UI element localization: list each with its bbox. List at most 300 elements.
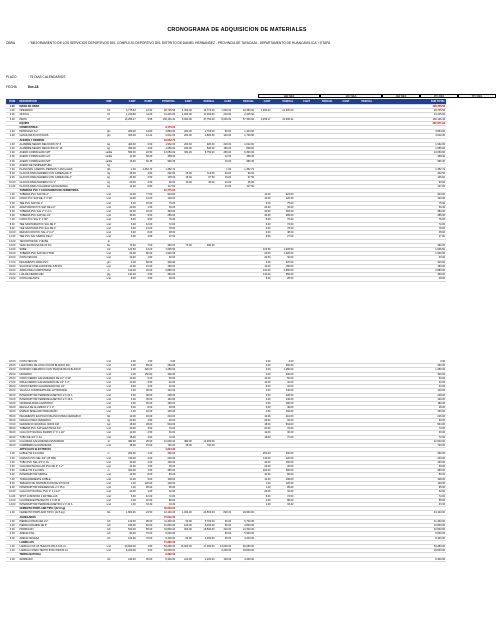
table-cell: 120.00 (216, 557, 233, 561)
table-cell: 16.00 (6, 256, 18, 260)
table-cell: 2,760.00 (193, 130, 216, 134)
column-header: ITEM (6, 99, 18, 105)
table-cell: 90.00 (272, 418, 295, 422)
table-cell: 10.00 (116, 376, 137, 380)
table-cell: 1,352.72 (137, 168, 154, 172)
table-cell: 18.00 (6, 264, 18, 268)
page-break-gap (0, 322, 474, 359)
table-cell: 11.00 (6, 494, 18, 498)
table-cell: 4,612.00 (373, 134, 446, 138)
table-cell: 3.00 (6, 117, 18, 121)
table-cell: 1,920.00 (373, 252, 446, 256)
table-cell: 30.00 (153, 431, 176, 435)
table-cell: 35.00 (137, 557, 154, 561)
table-cell: 490.00 (193, 243, 216, 247)
table-cell: und (101, 277, 116, 281)
table-cell: 8,476.00 (153, 126, 176, 130)
table-cell: 2.00 (137, 456, 154, 460)
table-cell: 13,415.60 (373, 113, 446, 117)
table-cell: 2,882.50 (193, 134, 216, 138)
table-cell (334, 277, 351, 281)
table-cell: 18.00 (116, 423, 137, 427)
table-cell: 18,600.00 (232, 549, 255, 553)
table-cell (216, 277, 233, 281)
table-cell: 41.00 (6, 439, 18, 443)
table-cell: 28.00 (373, 277, 446, 281)
table-cell: 3.50 (137, 381, 154, 385)
table-cell: und (101, 231, 116, 235)
table-cell: und (101, 435, 116, 439)
table-cell: 3,864.00 (153, 130, 176, 134)
table-cell: UNION FIERRO GALVANIZADO DE 1/2" (18, 385, 101, 389)
table-cell: m2 (101, 247, 116, 251)
table-cell: 8,400.00 (153, 557, 176, 561)
table-cell: 45.00 (137, 402, 154, 406)
table-cell: 1.80 (137, 544, 154, 548)
table-cell: 260.00 (373, 364, 446, 368)
table-cell: 78.00 (272, 226, 295, 230)
table-cell: 13,050.00 (153, 151, 176, 155)
table-cell: 2.50 (137, 273, 154, 277)
table-cell: 480.00 (373, 469, 446, 473)
table-cell: 42.00 (153, 381, 176, 385)
table-cell: 1,352.72 (232, 168, 255, 172)
table-cell: 10.00 (6, 490, 18, 494)
table-cell: 5,600.00 (153, 532, 176, 536)
table-cell: 70.00 (176, 243, 193, 247)
table-cell: 95.00 (272, 486, 295, 490)
table-cell: 30.00 (255, 214, 272, 218)
table-cell: 8.00 (6, 222, 18, 226)
table-cell: 6,000.00 (193, 523, 216, 527)
table-cell: 140.00 (272, 397, 295, 401)
table-cell: und (101, 473, 116, 477)
table-cell: 26.00 (6, 376, 18, 380)
table-cell: 15,000.00 (176, 544, 193, 548)
table-cell: 300.00 (373, 372, 446, 376)
table-cell: 180.00 (153, 264, 176, 268)
table-cell: 90.00 (373, 418, 446, 422)
table-cell: 4.00 (6, 532, 18, 536)
table-cell: 1,605.50 (373, 247, 446, 251)
table-cell: 6,000.00 (216, 117, 233, 121)
table-cell: und (101, 385, 116, 389)
table-cell: 30.00 (116, 176, 137, 180)
table-cell: 1.00 (6, 142, 18, 146)
table-cell: 80.00 (137, 252, 154, 256)
table-cell: und (101, 481, 116, 485)
table-cell: m (101, 452, 116, 456)
month-header-3: 3ER MES (382, 94, 420, 98)
table-cell: 180.00 (272, 264, 295, 268)
table-cell: LIJA DE FIERRO #80 (18, 273, 101, 277)
table-cell: 4.00 (116, 364, 137, 368)
table-cell: ESPEJO BISELADO PARA BAÑO (18, 410, 101, 414)
table-cell: 33.32 (153, 502, 176, 506)
table-cell: 280.00 (116, 130, 137, 134)
table-cell: 160.00 (373, 410, 446, 414)
table-cell: 9.00 (137, 477, 154, 481)
table-cell: hh (101, 113, 116, 117)
table-cell: 50.00 (272, 376, 295, 380)
table-row (6, 557, 446, 561)
table-cell: CLAVOS PARA MADERA CON CABEZA DE 2" (18, 176, 101, 180)
table-cell: 6.00 (255, 393, 272, 397)
table-cell: 95.00 (153, 486, 176, 490)
table-cell: GRIFERIA PARA LAVATORIO (18, 402, 101, 406)
table-cell: 280.00 (216, 151, 233, 155)
table-cell: INTERRUPTOR TERMOMAGNETICO 2 X 32 A (18, 502, 101, 506)
table-cell: 4.60 (137, 142, 154, 146)
table-cell: 2.00 (116, 360, 137, 364)
table-cell: 5,000.00 (176, 117, 193, 121)
table-cell: 4.60 (137, 147, 154, 151)
table-cell: 24.00 (255, 210, 272, 214)
table-cell: 80.00 (272, 473, 295, 477)
table-cell: TUBO DE 3/4" X 3m (18, 435, 101, 439)
table-cell: 180.00 (373, 264, 446, 268)
table-cell: 1.50 (137, 256, 154, 260)
table-cell: CLAVOS PARA MADERA C/C 4" (18, 180, 101, 184)
table-cell: und (101, 389, 116, 393)
table-cell: PETROLEO D-2 (18, 130, 101, 134)
table-cell: 95.00 (137, 486, 154, 490)
table-cell: 27.00 (272, 235, 295, 239)
table-cell: 80.00 (373, 473, 446, 477)
table-cell: 6,200.00 (116, 549, 137, 553)
column-header: CANT (255, 99, 272, 105)
table-cell: 16.00 (216, 159, 233, 163)
table-cell: 1.50 (137, 205, 154, 209)
table-cell: 4,200.00 (193, 536, 216, 540)
table-cell: 30.00 (116, 214, 137, 218)
table-cell: 60.00 (137, 523, 154, 527)
table-cell: CAJA OCTOGONAL FIERRO 4" X 1 1/2" (18, 431, 101, 435)
table-cell: 70.00 (272, 427, 295, 431)
table-cell: 520.00 (116, 528, 137, 532)
table-cell: 24.50 (137, 511, 154, 515)
table-cell: 12.00 (137, 197, 154, 201)
table-cell: 1,656.00 (153, 147, 176, 151)
table-cell: LAVATORIO DE LOSA COLOR BLANCO INC. (18, 364, 101, 368)
table-cell: 90.00 (153, 180, 176, 184)
table-cell: 4.00 (116, 402, 137, 406)
table-cell: 20.00 (116, 490, 137, 494)
table-cell: 29,600.00 (116, 544, 137, 548)
table-cell: 4.50 (137, 235, 154, 239)
table-row (6, 277, 446, 281)
table-cell: 67.50 (193, 176, 216, 180)
table-cell: 6,300.00 (232, 151, 255, 155)
table-cell: 458.40 (373, 155, 446, 159)
table-cell: 120.00 (373, 481, 446, 485)
table-cell: 800.00 (216, 511, 233, 515)
table-cell: 77.00 (137, 193, 154, 197)
table-cell: NIPLE FIERRO GALVANIZADO DE 1/2" X 2" (18, 381, 101, 385)
table-cell: 95.00 (137, 519, 154, 523)
table-cell: 120.00 (272, 481, 295, 485)
table-cell: 67.50 (232, 176, 255, 180)
table-cell: 140.00 (373, 389, 446, 393)
table-cell: 1,219.60 (116, 113, 137, 117)
table-cell: 15.00 (176, 176, 193, 180)
table-cell (294, 557, 311, 561)
table-cell: 40.00 (255, 460, 272, 464)
table-cell: 120.00 (176, 557, 193, 561)
table-cell: 228.00 (272, 393, 295, 397)
table-cell: 490.00 (373, 243, 446, 247)
table-cell: 1.00 (116, 481, 137, 485)
table-cell: und (101, 494, 116, 498)
table-cell: CODO PVC SAP DE 4" X 90° (18, 197, 101, 201)
table-cell: 490.00 (153, 243, 176, 247)
table-cell: plg (101, 273, 116, 277)
table-cell: 12.00 (255, 193, 272, 197)
table-cell: 19,600.00 (232, 511, 255, 515)
table-cell: 34.00 (6, 410, 18, 414)
table-cell: ALAMBRE NEGRO RECOCIDO N° 16 (18, 147, 101, 151)
table-cell: 120.00 (116, 519, 137, 523)
table-cell: PIEDRA GRANDE DE 8" (18, 523, 101, 527)
table-cell: 14,256.17 (116, 117, 137, 121)
table-cell: CERAMICO NACIONAL 30X30 CM (18, 423, 101, 427)
table-cell: PEGAMENTO PARA PVC (18, 260, 101, 264)
table-cell: 28.00 (6, 385, 18, 389)
table-cell: 216.00 (373, 414, 446, 418)
table-cell: 18.00 (116, 435, 137, 439)
table-cell: 6.00 (116, 226, 137, 230)
table-cell: 27,000.00 (193, 544, 216, 548)
table-cell: 33,800.00 (373, 528, 446, 532)
table-cell: 219.60 (216, 113, 233, 117)
table-cell: CAJA OCTOGONAL PVC 4" X 2 1/2" (18, 490, 101, 494)
table-cell: 4.50 (137, 180, 154, 184)
table-cell: 136,146.42 (373, 117, 446, 121)
table-cell: 36.00 (6, 418, 18, 422)
table-cell: kg (101, 172, 116, 176)
table-cell: 5.00 (6, 159, 18, 163)
table-cell: und (101, 218, 116, 222)
table-cell: CABLE TW # 12 AWG (18, 469, 101, 473)
table-cell: CODO PVC SAL 4" X 90° (18, 218, 101, 222)
column-header: DESCRIPCION (18, 99, 101, 105)
table-cell: 2.00 (6, 113, 18, 117)
table-cell: 90.00 (373, 180, 446, 184)
table-cell: 19,500.00 (193, 528, 216, 532)
table-cell: und (101, 372, 116, 376)
table-cell: 12.00 (116, 193, 137, 197)
table-cell: 1.00 (116, 168, 137, 172)
table-cell: 12.00 (116, 264, 137, 268)
table-cell: 30.00 (373, 431, 446, 435)
table-cell: 11.00 (6, 184, 18, 188)
table-cell (311, 277, 334, 281)
column-header: CANT (176, 99, 193, 105)
table-cell: 44,100.00 (373, 511, 446, 515)
table-cell: 57,300.00 (232, 117, 255, 121)
table-cell: 4.00 (255, 410, 272, 414)
table-cell: 1,932.00 (373, 142, 446, 146)
table-cell: 4,200.00 (232, 557, 255, 561)
table-cell: 6.00 (255, 231, 272, 235)
table-cell: URINARIO (18, 372, 101, 376)
table-cell: 1.50 (137, 465, 154, 469)
table-cell: 24.00 (255, 465, 272, 469)
table-cell: TECNOPOR DE 1" BASE (18, 239, 101, 243)
table-cell: HORMIGON (18, 528, 101, 532)
table-cell: 27.00 (6, 381, 18, 385)
table-cell: 32.00 (153, 385, 176, 389)
table-cell: 1.60 (137, 490, 154, 494)
table-cell: 828.00 (193, 147, 216, 151)
table-cell: 19.00 (6, 268, 18, 272)
obra-label: OBRA (6, 41, 16, 45)
table-cell: 60.00 (176, 536, 193, 540)
table-cell: 24.00 (6, 368, 18, 372)
document-title: CRONOGRAMA DE ADQUISICION DE MATERIALES (167, 27, 307, 33)
table-cell: 10,800.00 (153, 523, 176, 527)
table-cell: 480.00 (116, 439, 137, 443)
table-cell: 12.00 (116, 155, 137, 159)
table-cell: 75.00 (272, 201, 295, 205)
table-cell: glb (101, 168, 116, 172)
table-cell: 20.00 (255, 205, 272, 209)
table-cell: 4.00 (116, 389, 137, 393)
table-cell: CEMENTO PORTLAND TIPO I (42.5 kg) (18, 507, 101, 511)
table-cell: 140.00 (153, 397, 176, 401)
table-cell: 24.00 (116, 210, 137, 214)
table-cell: 80.00 (216, 130, 233, 134)
table-cell: 5.00 (6, 210, 18, 214)
table-cell: 200.00 (176, 142, 193, 146)
table-cell: 220.00 (216, 528, 233, 532)
table-cell: und (101, 222, 116, 226)
table-cell: TUBO PVC SEL 3/4" X 3m (18, 460, 101, 464)
table-cell: 12.00 (116, 431, 137, 435)
table-cell: 6.00 (6, 163, 18, 167)
table-cell: und (101, 368, 116, 372)
month-header-1: 1ER MES (258, 94, 320, 98)
table-cell: 11,400.00 (153, 519, 176, 523)
table-cell: 72.00 (272, 494, 295, 498)
table-cell: 2,880.00 (272, 268, 295, 272)
table-cell: 4.00 (255, 498, 272, 502)
table-cell: 240.00 (116, 557, 137, 561)
table-cell: 9.80 (137, 184, 154, 188)
table-cell: 160.00 (272, 410, 295, 414)
table-cell: 50.00 (373, 376, 446, 380)
table-cell: 3.50 (137, 277, 154, 281)
table-cell: und (101, 544, 116, 548)
table-cell: m3 (101, 519, 116, 523)
table-cell: 220.00 (272, 456, 295, 460)
table-cell: SPOT LUMINOSO 2 ESTRELLAS (18, 494, 101, 498)
table-cell: 50.00 (153, 376, 176, 380)
table-cell: 8,400.00 (373, 557, 446, 561)
table-cell: 3.00 (6, 201, 18, 205)
table-cell: 160.00 (153, 410, 176, 414)
table-cell: 3.50 (137, 427, 154, 431)
table-cell: 60.00 (216, 519, 233, 523)
table-cell: 31,096.42 (272, 117, 295, 121)
fecha-label: FECHA (6, 85, 17, 89)
table-cell: gln (101, 260, 116, 264)
table-cell: 72.00 (373, 494, 446, 498)
table-cell: 720.00 (153, 444, 176, 448)
table-cell: 35.00 (137, 389, 154, 393)
table-cell: 24.00 (255, 252, 272, 256)
table-cell (255, 557, 272, 561)
table-cell: 1,280.00 (272, 368, 295, 372)
table-cell: 15.00 (137, 201, 154, 205)
table-cell: und (101, 381, 116, 385)
table-cell: 1,800.00 (116, 511, 137, 515)
table-cell: 4.00 (116, 368, 137, 372)
table-cell: 6.00 (116, 222, 137, 226)
table-cell: GASOLINA 84 OCTANOS (18, 134, 101, 138)
table-cell: varilla (101, 151, 116, 155)
table-cell: 300.00 (153, 372, 176, 376)
table-cell: 12.00 (116, 477, 137, 481)
table-cell: 5,700.00 (193, 519, 216, 523)
table-cell: und (101, 498, 116, 502)
column-header: SUB TOTAL (373, 99, 446, 105)
month-header-2: 2DO MES (320, 94, 382, 98)
table-cell: 17.00 (6, 260, 18, 264)
table-cell: 140.00 (153, 389, 176, 393)
table-cell: und (101, 427, 116, 431)
table-cell: 1.60 (137, 469, 154, 473)
table-cell: 966.30 (232, 159, 255, 163)
table-cell: 10,800.00 (373, 523, 446, 527)
table-cell: 180.00 (176, 147, 193, 151)
table-cell: und (101, 465, 116, 469)
obra-line (6, 41, 330, 45)
table-cell: 30.00 (153, 205, 176, 209)
table-cell: 120.00 (216, 134, 233, 138)
table-cell: 70,001.00 (153, 515, 176, 519)
obra-text: : "MEJORAMIENTO DE LOS SERVICIOS DEPORTIVOS DEL COMPLEJO DEPORTIVO DEL DISTRITO DE DANIEL HERNANDEZ - PROVINCIA DE TAYACAJA - DEPARTAMENTO DE HUANCAVELICA" I ETAPA (28, 41, 331, 45)
table-cell: 13.80 (137, 130, 154, 134)
table-cell: 44,100.00 (153, 511, 176, 515)
table-cell: 70.00 (137, 536, 154, 540)
table-cell: 250.00 (116, 452, 137, 456)
table-cell: 72.00 (153, 494, 176, 498)
table-cell: YEE SANITARIA PVC SAL DE 4" (18, 226, 101, 230)
table-cell: 920.00 (193, 142, 216, 146)
table-cell: 580.00 (116, 151, 137, 155)
table-cell: 12,000.00 (193, 439, 216, 443)
table-cell: 966.30 (153, 159, 176, 163)
table-cell: 2.00 (116, 372, 137, 376)
table-cell: 6.00 (116, 406, 137, 410)
table-cell: 924.00 (153, 193, 176, 197)
table-cell: 12.00 (6, 239, 18, 243)
table-cell: 8.00 (6, 481, 18, 485)
table-cell: 1,012.00 (232, 142, 255, 146)
table-cell: CINTA TEFLON (18, 256, 101, 260)
table-cell: 1,280.00 (153, 368, 176, 372)
table-cell: 220.00 (153, 456, 176, 460)
table-cell: 16,770.00 (193, 109, 216, 113)
table-cell: 22.00 (6, 360, 18, 364)
table-cell: varilla (101, 155, 116, 159)
table-cell: und (101, 393, 116, 397)
table-cell (193, 277, 216, 281)
table-cell: 42.00 (6, 444, 18, 448)
table-cell: 6.00 (255, 226, 272, 230)
table-cell: 20.00 (116, 256, 137, 260)
